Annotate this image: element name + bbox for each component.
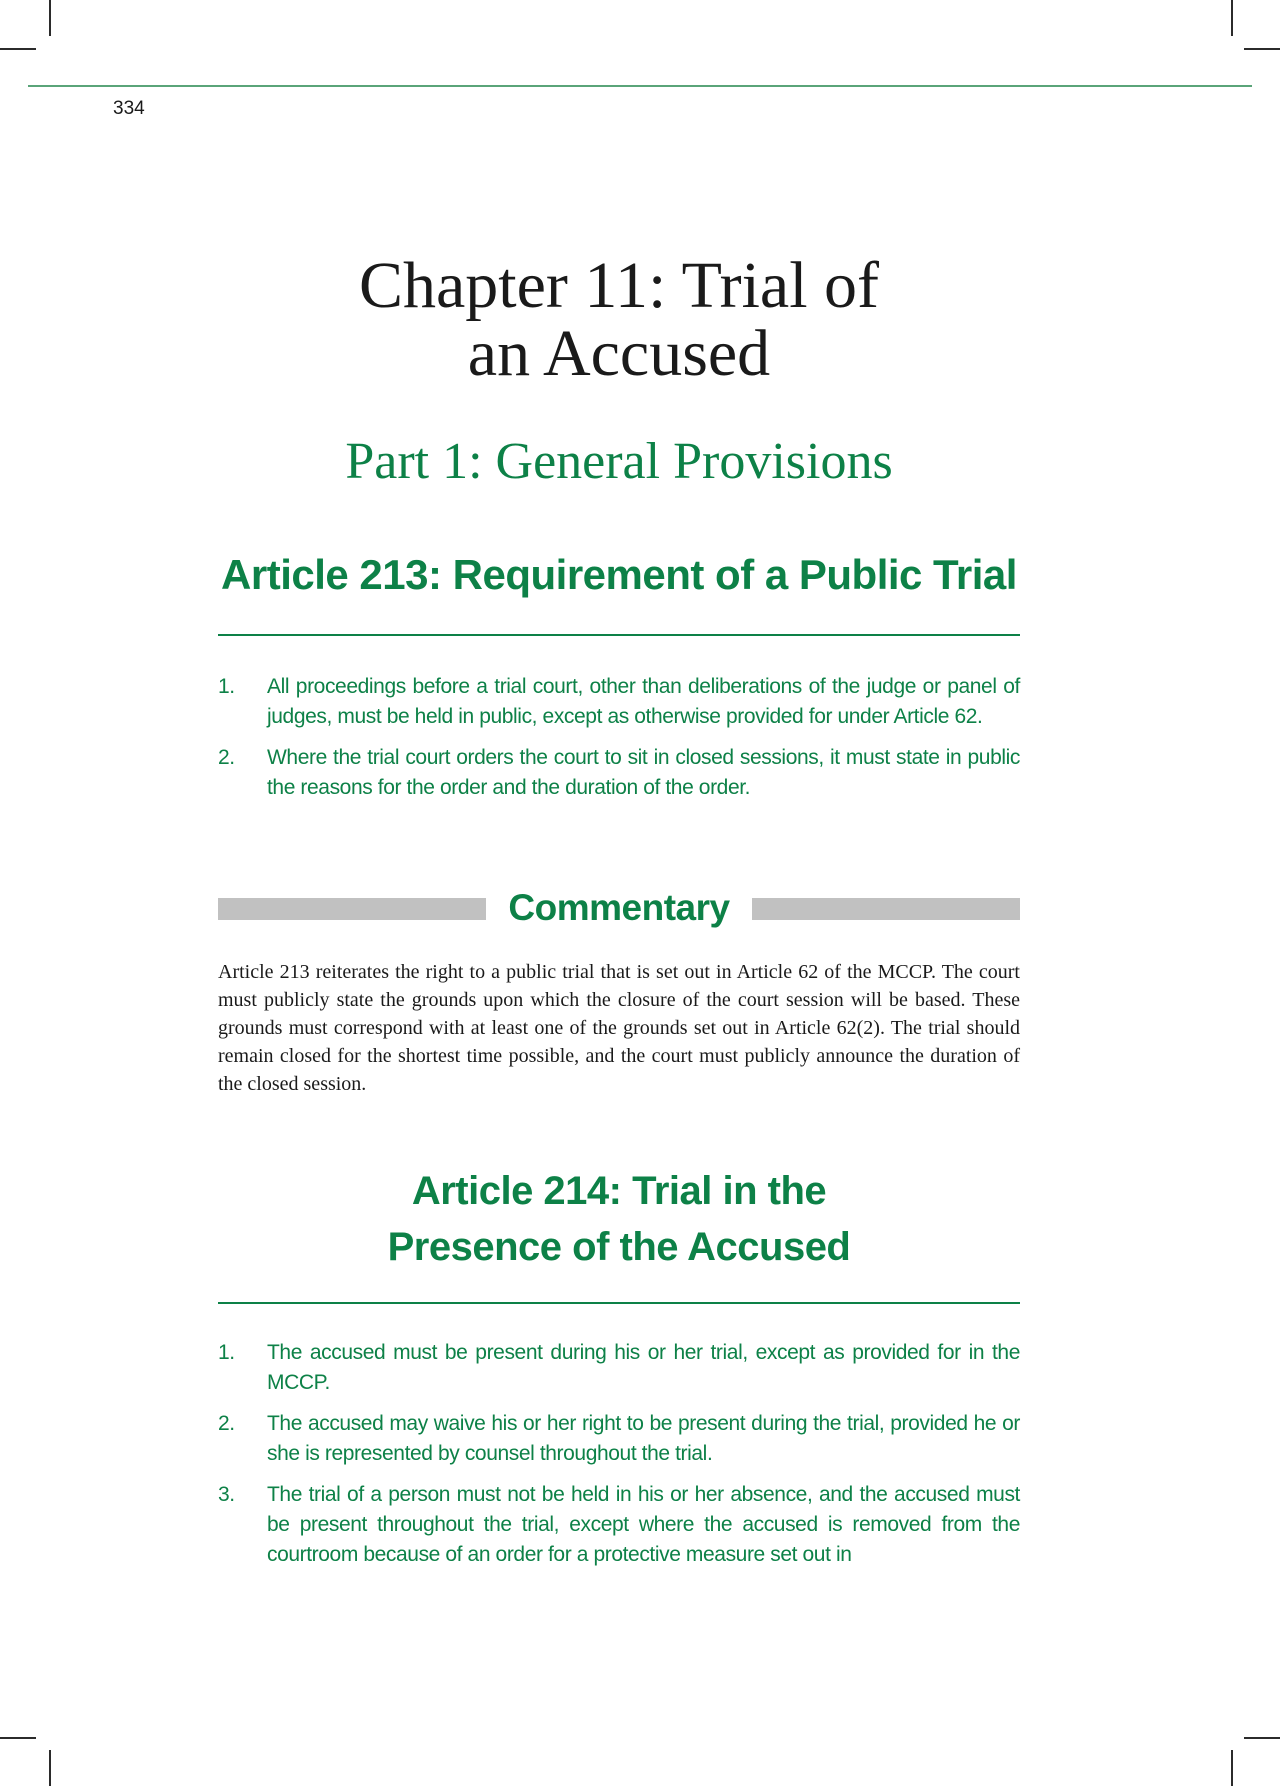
article-213-provisions: [218, 672, 1020, 814]
page-number: 334: [113, 98, 145, 119]
article-213-title: Article 213: Requirement of a Public Trial: [221, 551, 1017, 598]
list-item: [218, 1409, 1020, 1469]
crop-mark-bottom-right-horizontal: [1244, 1737, 1280, 1739]
crop-mark-bottom-right-vertical: [1231, 1750, 1233, 1786]
list-item-number: 1.: [218, 1341, 235, 1364]
list-item-text: All proceedings before a trial court, other than deliberations of the judge or panel of judges, must be held in public, except as otherwise provided for under Article 62.: [267, 675, 1020, 728]
list-item: [218, 1480, 1020, 1570]
crop-mark-top-right-vertical: [1231, 0, 1233, 36]
crop-mark-bottom-left-vertical: [49, 1750, 51, 1786]
list-item-number: 2.: [218, 746, 235, 769]
list-item-text: Where the trial court orders the court to sit in closed sessions, it must state in public the reasons for the order and the duration of the order.: [267, 746, 1020, 799]
article-214-title-line-1: Article 214: Trial in the: [411, 1169, 827, 1213]
article-214-provisions: [218, 1338, 1020, 1581]
list-item: [218, 1338, 1020, 1398]
list-item-text: The accused must be present during his or her trial, except as provided for in the MCCP.: [267, 1341, 1020, 1394]
article-214-title-line-2: Presence of the Accused: [387, 1225, 851, 1269]
header-rule: [28, 85, 1252, 87]
chapter-title-line-1: Chapter 11: Trial of: [358, 249, 880, 322]
article-214-rule: [218, 1302, 1020, 1304]
list-item-number: 2.: [218, 1412, 235, 1435]
list-item-number: 1.: [218, 675, 235, 698]
article-213-rule: [218, 634, 1020, 636]
list-item-text: The trial of a person must not be held in his or her absence, and the accused must be present throughout the trial, except where the accused is removed from the courtroom because of an order for a protective measure set out in: [267, 1483, 1020, 1566]
chapter-title-line-2: an Accused: [467, 317, 771, 390]
list-item: [218, 743, 1020, 803]
list-item-number: 3.: [218, 1483, 235, 1506]
crop-mark-top-left-vertical: [49, 0, 51, 36]
article-214-title: [218, 1163, 1020, 1275]
commentary-paragraph: Article 213 reiterates the right to a public trial that is set out in Article 62 of the MCCP. The court must publicly state the grounds upon which the closure of the court session will be based. These grounds must correspond with at least one of the grounds set out in Article 62(2). The trial should remain closed for the shortest time possible, and the court must publicly announce the duration of the closed session.: [218, 961, 1020, 1095]
list-item: [218, 672, 1020, 732]
crop-mark-top-left-horizontal: [0, 48, 36, 50]
commentary-bar-left: [218, 898, 486, 920]
list-item-text: The accused may waive his or her right to be present during the trial, provided he or she is represented by counsel throughout the trial.: [267, 1412, 1020, 1465]
commentary-heading-band: [218, 882, 1020, 934]
part-title: Part 1: General Provisions: [345, 433, 893, 490]
crop-mark-top-right-horizontal: [1244, 48, 1280, 50]
chapter-title: [218, 249, 1020, 390]
commentary-heading: Commentary: [508, 887, 730, 928]
crop-mark-bottom-left-horizontal: [0, 1737, 36, 1739]
commentary-bar-right: [752, 898, 1020, 920]
